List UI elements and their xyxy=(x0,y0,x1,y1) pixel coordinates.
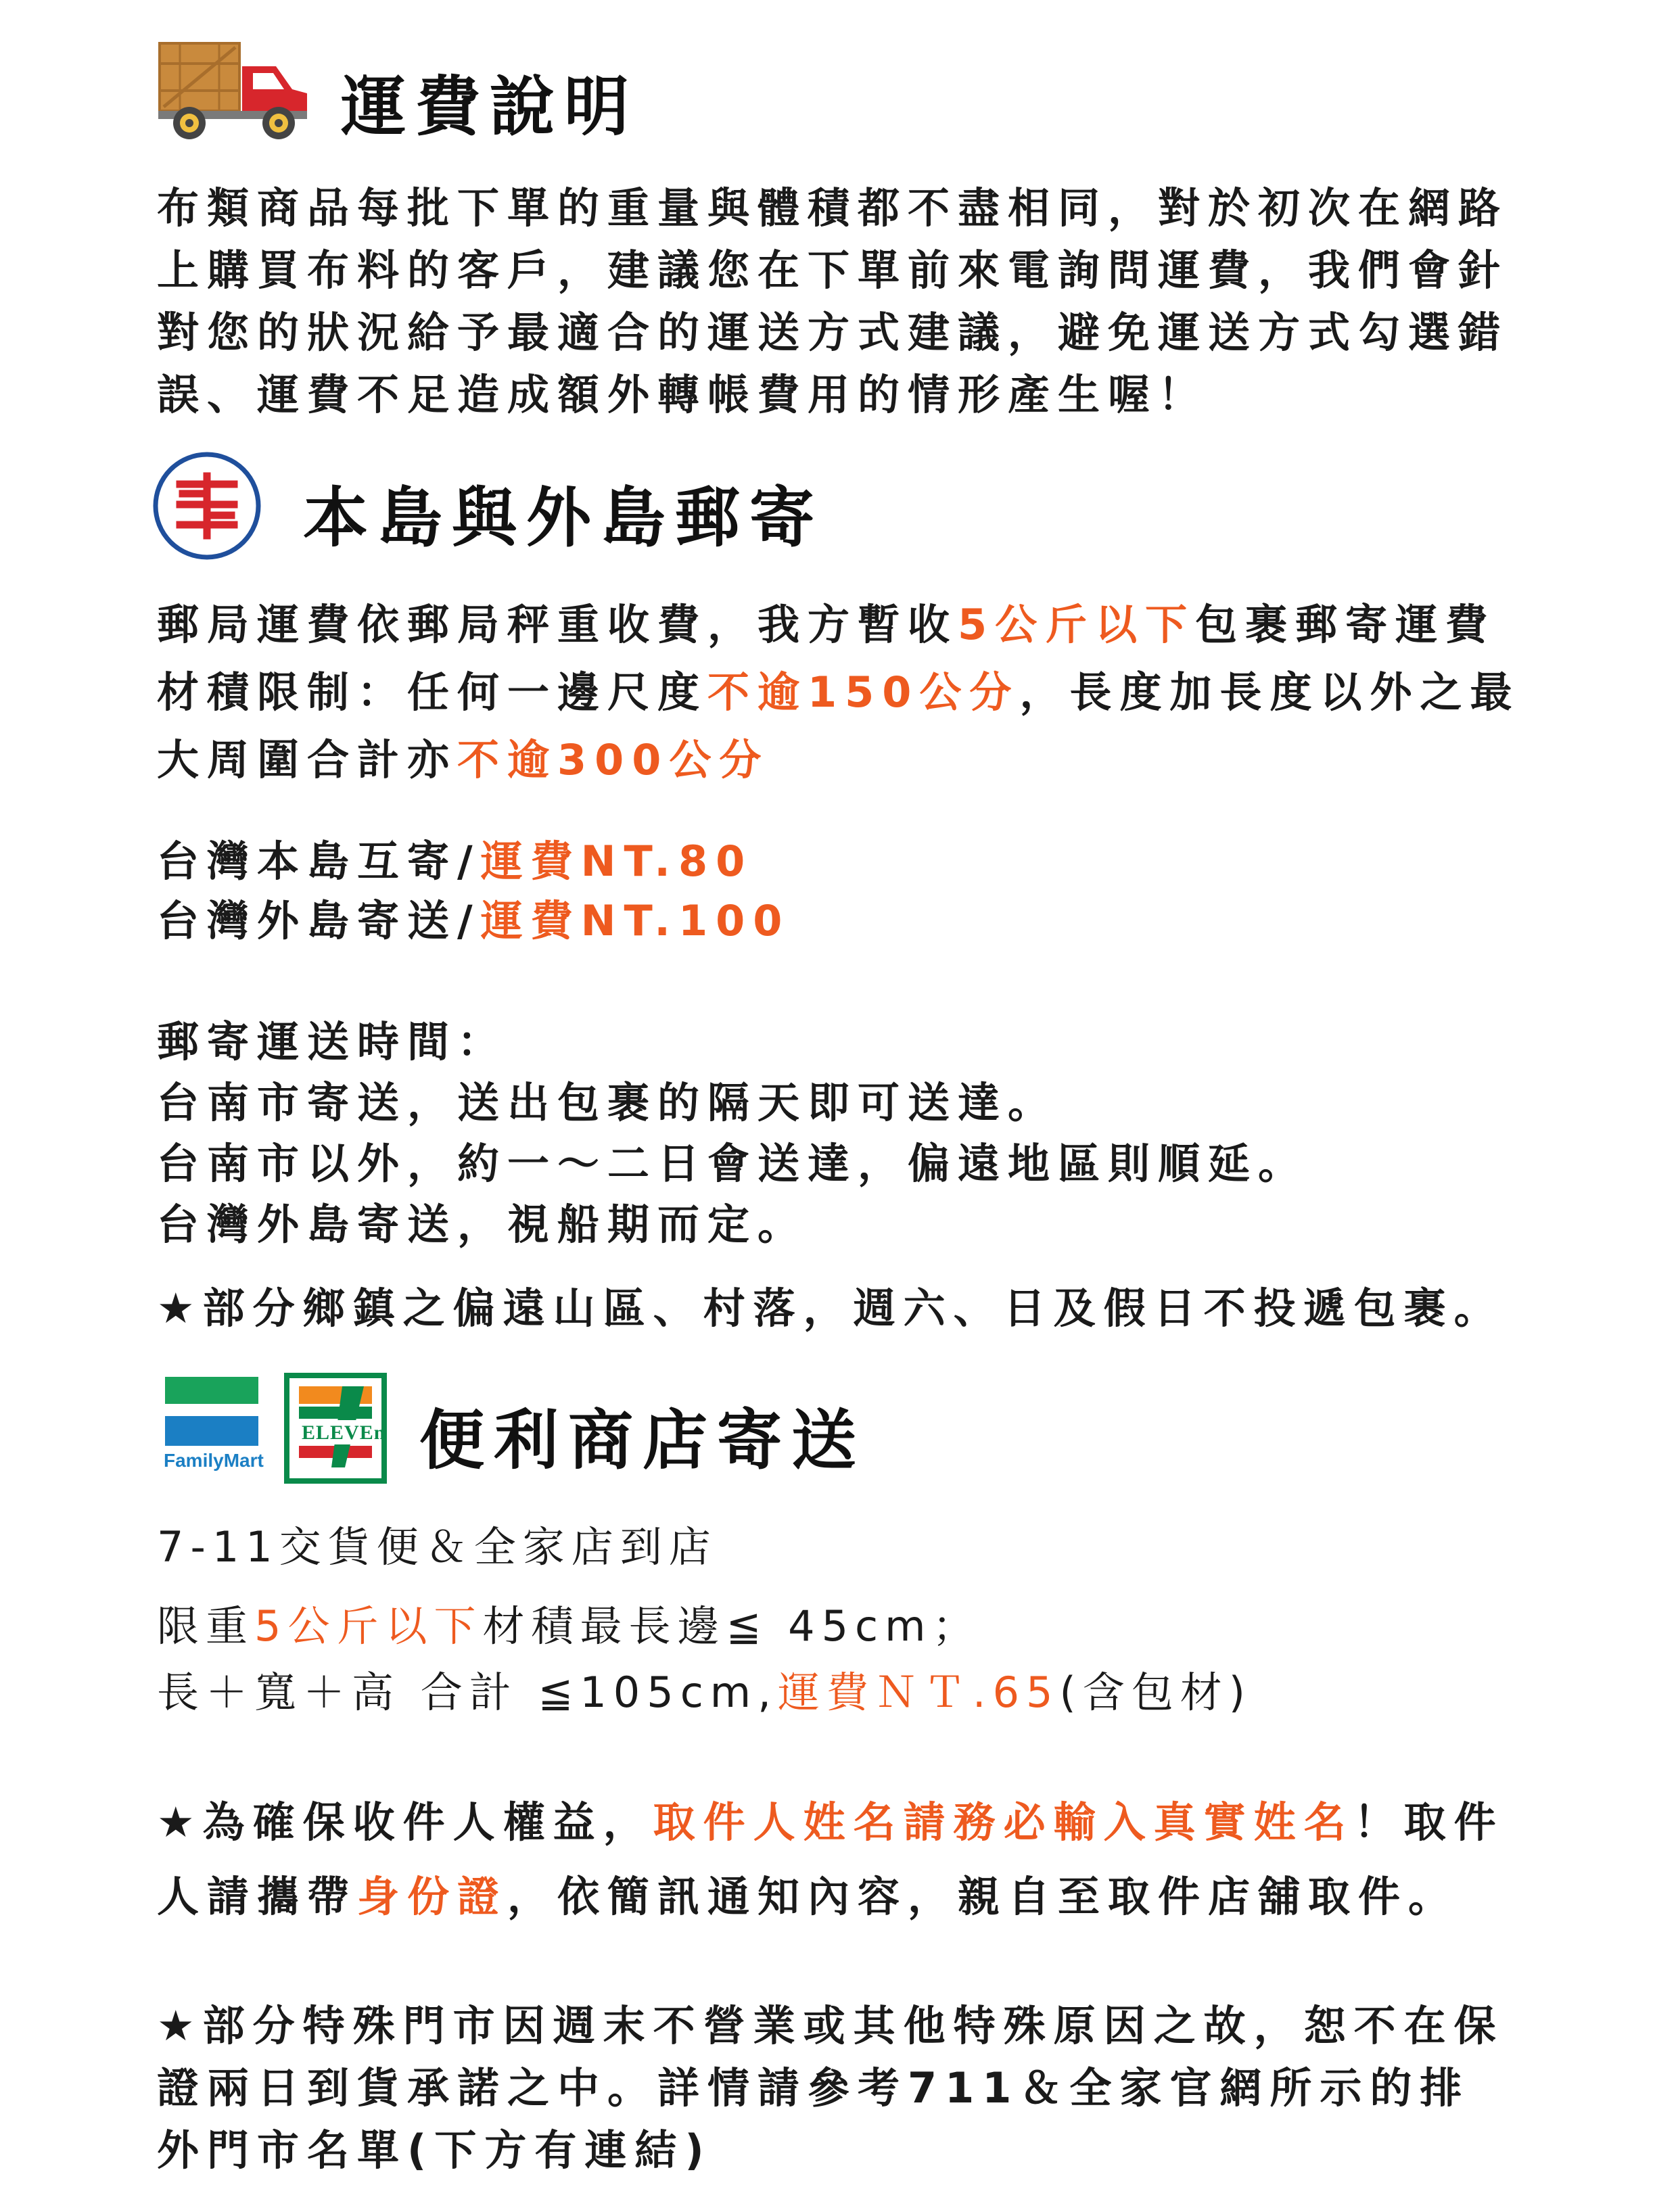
intro-line: 對您的狀況給予最適合的運送方式建議，避免運送方式勾選錯 xyxy=(157,308,1509,357)
id-card-highlight: 身份證 xyxy=(357,1872,508,1921)
weight-limit-highlight: 5公斤以下 xyxy=(254,1601,483,1651)
post-title: 本島與外島郵寄 xyxy=(303,480,824,556)
rule-text: ，長度加長度以外之最 xyxy=(1019,667,1520,717)
notice-line xyxy=(157,1860,1504,1934)
limit-text: 長＋寬＋高 合計 ≦105cm, xyxy=(157,1668,778,1717)
fee-value: 運費NT.100 xyxy=(480,896,791,945)
post-fees xyxy=(157,832,790,951)
rule-line xyxy=(157,659,1520,726)
fee-line xyxy=(157,891,790,951)
limit-text: (含包材) xyxy=(1059,1668,1252,1717)
girth-limit-highlight: 不逾300公分 xyxy=(457,735,770,784)
store-limits xyxy=(157,1593,1252,1726)
notice-text: ★為確保收件人權益， xyxy=(157,1797,653,1847)
notice-line xyxy=(157,1785,1504,1860)
notice-line: 證兩日到貨承諾之中。詳情請參考711＆全家官網所示的排 xyxy=(157,2063,1470,2113)
limit-text: 限重 xyxy=(157,1601,255,1651)
familymart-label: FamilyMart xyxy=(164,1450,264,1471)
notice-line: 外門市名單(下方有連結) xyxy=(157,2125,712,2175)
rule-line xyxy=(157,591,1520,659)
seven-eleven-logo xyxy=(284,1373,387,1484)
notice-text: ，依簡訊通知內容，親自至取件店舖取件。 xyxy=(507,1872,1459,1921)
store-title: 便利商店寄送 xyxy=(419,1403,866,1478)
rule-text: 包裹郵寄運費 xyxy=(1195,600,1496,649)
notice-text: 人請攜帶 xyxy=(157,1872,358,1921)
delivery-time-line: 台南市寄送，送出包裹的隔天即可送達。 xyxy=(157,1078,1058,1127)
special-store-notice xyxy=(157,1995,1504,2182)
delivery-truck-icon xyxy=(157,39,311,142)
notice-text: ！取件 xyxy=(1353,1797,1504,1847)
intro-line: 誤、運費不足造成額外轉帳費用的情形產生喔！ xyxy=(157,370,1209,419)
intro-line: 上購買布料的客戶，建議您在下單前來電詢問運費，我們會針 xyxy=(157,245,1509,295)
fee-line xyxy=(157,832,790,891)
delivery-time-title: 郵寄運送時間： xyxy=(157,1017,508,1066)
limit-line xyxy=(157,1593,1252,1660)
fee-label: 台灣本島互寄/ xyxy=(157,837,481,886)
rule-text: 郵局運費依郵局秤重收費，我方暫收 xyxy=(157,600,958,649)
familymart-logo xyxy=(162,1374,264,1482)
fee-label: 台灣外島寄送/ xyxy=(157,896,481,945)
limit-text: 材積最長邊≦ 45cm； xyxy=(482,1601,981,1651)
seven-eleven-label: ELEVEn xyxy=(302,1421,386,1444)
post-rules xyxy=(157,591,1520,794)
limit-line xyxy=(157,1660,1252,1726)
pickup-notice xyxy=(157,1785,1504,1934)
intro-line: 布類商品每批下單的重量與體積都不盡相同，對於初次在網路 xyxy=(157,183,1509,233)
store-subtitle: 7-11交貨便＆全家店到店 xyxy=(157,1522,718,1572)
chunghwa-post-icon xyxy=(152,450,262,561)
fee-value: 運費NT.80 xyxy=(480,837,753,886)
shipping-title: 運費說明 xyxy=(341,69,638,145)
delivery-time-line: 台灣外島寄送，視船期而定。 xyxy=(157,1200,808,1249)
weight-limit-highlight: 5公斤以下 xyxy=(958,600,1196,649)
rule-line xyxy=(157,726,1520,794)
size-limit-highlight: 不逾150公分 xyxy=(707,667,1020,717)
post-delivery-time xyxy=(157,1012,1308,1255)
real-name-highlight: 取件人姓名請務必輸入真實姓名 xyxy=(653,1797,1354,1847)
notice-line: ★部分特殊門市因週末不營業或其他特殊原因之故，恕不在保 xyxy=(157,2001,1504,2050)
post-note: ★部分鄉鎮之偏遠山區、村落，週六、日及假日不投遞包裹。 xyxy=(157,1284,1504,1333)
shipping-intro xyxy=(157,177,1508,426)
rule-text: 材積限制：任何一邊尺度 xyxy=(157,667,708,717)
fee-highlight: 運費ＮＴ.65 xyxy=(777,1668,1060,1717)
rule-text: 大周圍合計亦 xyxy=(157,735,458,784)
delivery-time-line: 台南市以外，約一～二日會送達，偏遠地區則順延。 xyxy=(157,1139,1309,1188)
